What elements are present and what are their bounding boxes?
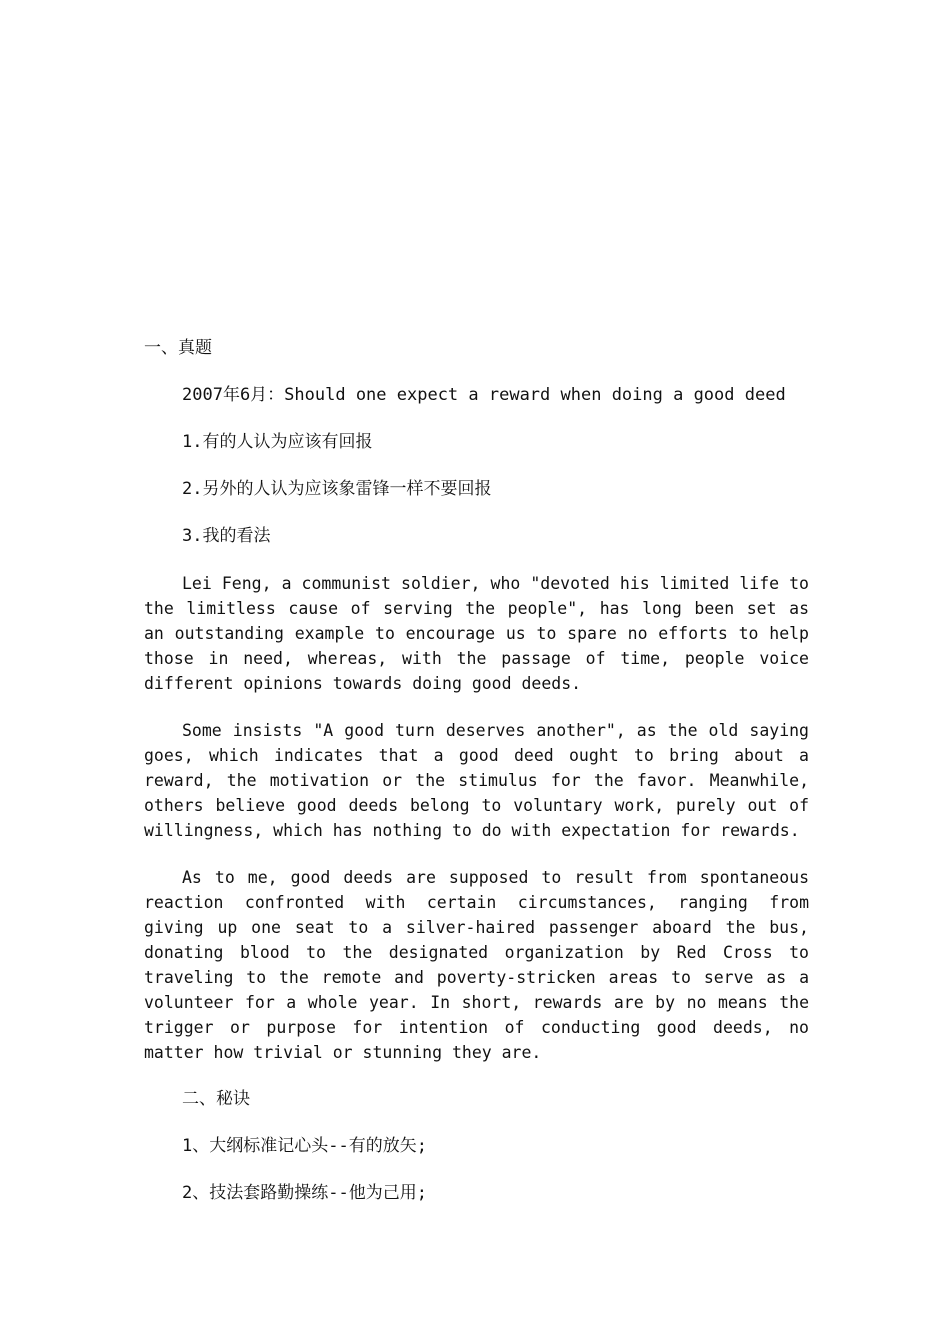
section2-heading: 二、秘诀 [182, 1089, 250, 1109]
essay-topic: 2007年6月：Should one expect a reward when doing a good deed [182, 385, 786, 405]
section1-heading: 一、真题 [144, 338, 212, 358]
document-content [144, 336, 809, 1206]
tip-1: 1、大纲标准记心头--有的放矢; [182, 1136, 427, 1156]
outline-point-1: 1.有的人认为应该有回报 [182, 432, 373, 452]
essay-paragraph-3: As to me, good deeds are supposed to result from spontaneous reaction confronted with certain circumstances, ranging from giving up one seat to a silver-haired passenger aboard the bus, donating blood to the designated organization by Red Cross to traveling to the remote and poverty-stricken areas to serve as a volunteer for a whole year. In short, rewards are by no means the trigger or purpose for intention of conducting good deeds, no matter how trivial or stunning they are. [144, 868, 809, 1062]
outline-point-2: 2.另外的人认为应该象雷锋一样不要回报 [182, 479, 492, 499]
essay-paragraph-1: Lei Feng, a communist soldier, who "devoted his limited life to the limitless cause of serving the people", has long been set as an outstanding example to encourage us to spare no efforts to help those in need, whereas, with the passage of time, people voice different opinions towards doing good deeds. [144, 574, 809, 693]
tip-2: 2、技法套路勤操练--他为己用; [182, 1183, 427, 1203]
essay-paragraph-2: Some insists "A good turn deserves another", as the old saying goes, which indicates that a good deed ought to bring about a reward, the motivation or the stimulus for the favor. Meanwhile, others believe good deeds belong to voluntary work, purely out of willingness, which has nothing to do with expectation for rewards. [144, 721, 809, 840]
outline-point-3: 3.我的看法 [182, 526, 271, 546]
